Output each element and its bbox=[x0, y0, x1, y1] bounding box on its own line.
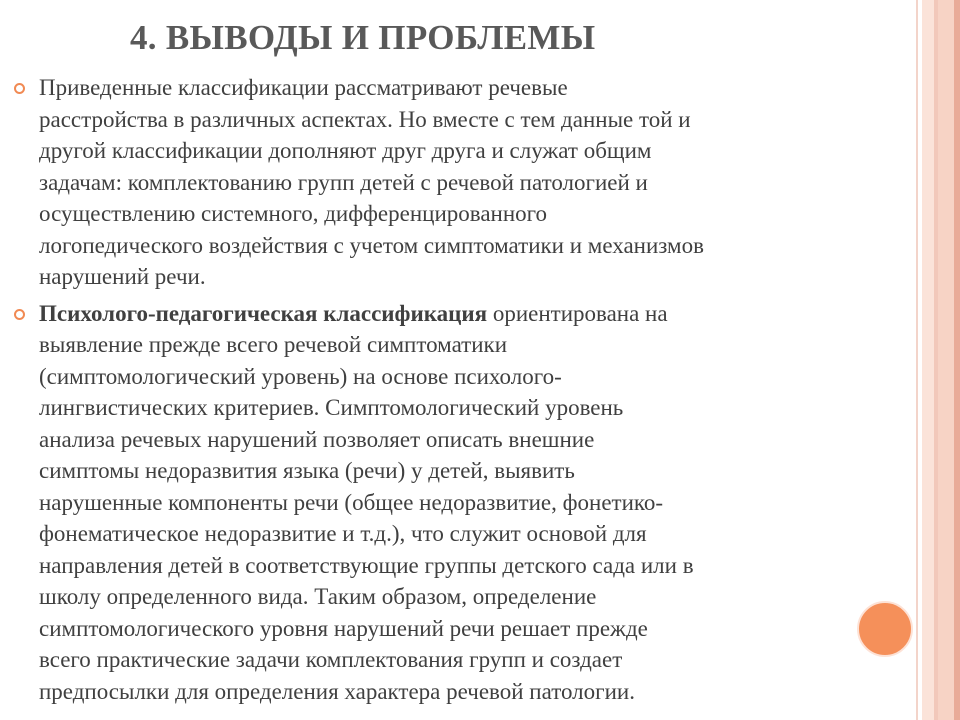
paragraph-line: симптомологического уровня нарушений речи решает прежде bbox=[39, 615, 648, 641]
paragraph-line: задачам: комплектованию групп детей с речевой патологией и bbox=[39, 169, 648, 195]
bullet-paragraph-2 bbox=[14, 298, 914, 708]
paragraph-line: симптомы недоразвития языка (речи) у детей, выявить bbox=[39, 458, 575, 483]
paragraph-line bbox=[39, 298, 914, 330]
paragraph-line: Приведенные классификации рассматривают речевые bbox=[39, 75, 568, 100]
paragraph-line: осуществлению системного, дифференцированного bbox=[39, 201, 547, 226]
paragraph-line: лингвистических критериев. Симптомологический уровень bbox=[39, 395, 624, 420]
paragraph-line: предпосылки для определения характера речевой патологии. bbox=[39, 678, 635, 704]
bold-term: Психолого-педагогическая классификация bbox=[39, 300, 488, 326]
stripe bbox=[954, 0, 960, 720]
paragraph-line: выявление прежде всего речевой симптоматики bbox=[39, 332, 508, 357]
stripe bbox=[916, 0, 918, 720]
paragraph-line: (симптомологический уровень) на основе психолого- bbox=[39, 363, 562, 389]
paragraph-line: расстройства в различных аспектах. Но вместе с тем данные той и bbox=[39, 106, 691, 132]
bullet-paragraph-1 bbox=[14, 72, 914, 293]
slide-content bbox=[14, 72, 914, 712]
paragraph-line: логопедического воздействия с учетом симптоматики и механизмов bbox=[39, 232, 704, 258]
paragraph-line: анализа речевых нарушений позволяет описать внешние bbox=[39, 426, 595, 452]
stripe bbox=[938, 0, 954, 720]
first-line-rest: ориентирована на bbox=[487, 300, 668, 326]
slide-title: 4. ВЫВОДЫ И ПРОБЛЕМЫ bbox=[130, 18, 596, 57]
paragraph-line: всего практические задачи комплектования групп и создает bbox=[39, 647, 623, 672]
paragraph-line: нарушений речи. bbox=[39, 264, 206, 289]
paragraph-line: направления детей в соответствующие группы детского сада или в bbox=[39, 552, 694, 578]
paragraph-line: другой классификации дополняют друг друга и служат общим bbox=[39, 138, 652, 163]
bullet-ring-icon bbox=[14, 309, 25, 320]
paragraph-line: школу определенного вида. Таким образом, определение bbox=[39, 584, 597, 609]
decorative-side-stripes bbox=[916, 0, 960, 720]
paragraph-line: нарушенные компоненты речи (общее недоразвитие, фонетико- bbox=[39, 489, 664, 515]
stripe bbox=[922, 0, 934, 720]
bullet-ring-icon bbox=[14, 83, 25, 94]
paragraph-line: фонематическое недоразвитие и т.д.), что служит основой для bbox=[39, 521, 647, 546]
